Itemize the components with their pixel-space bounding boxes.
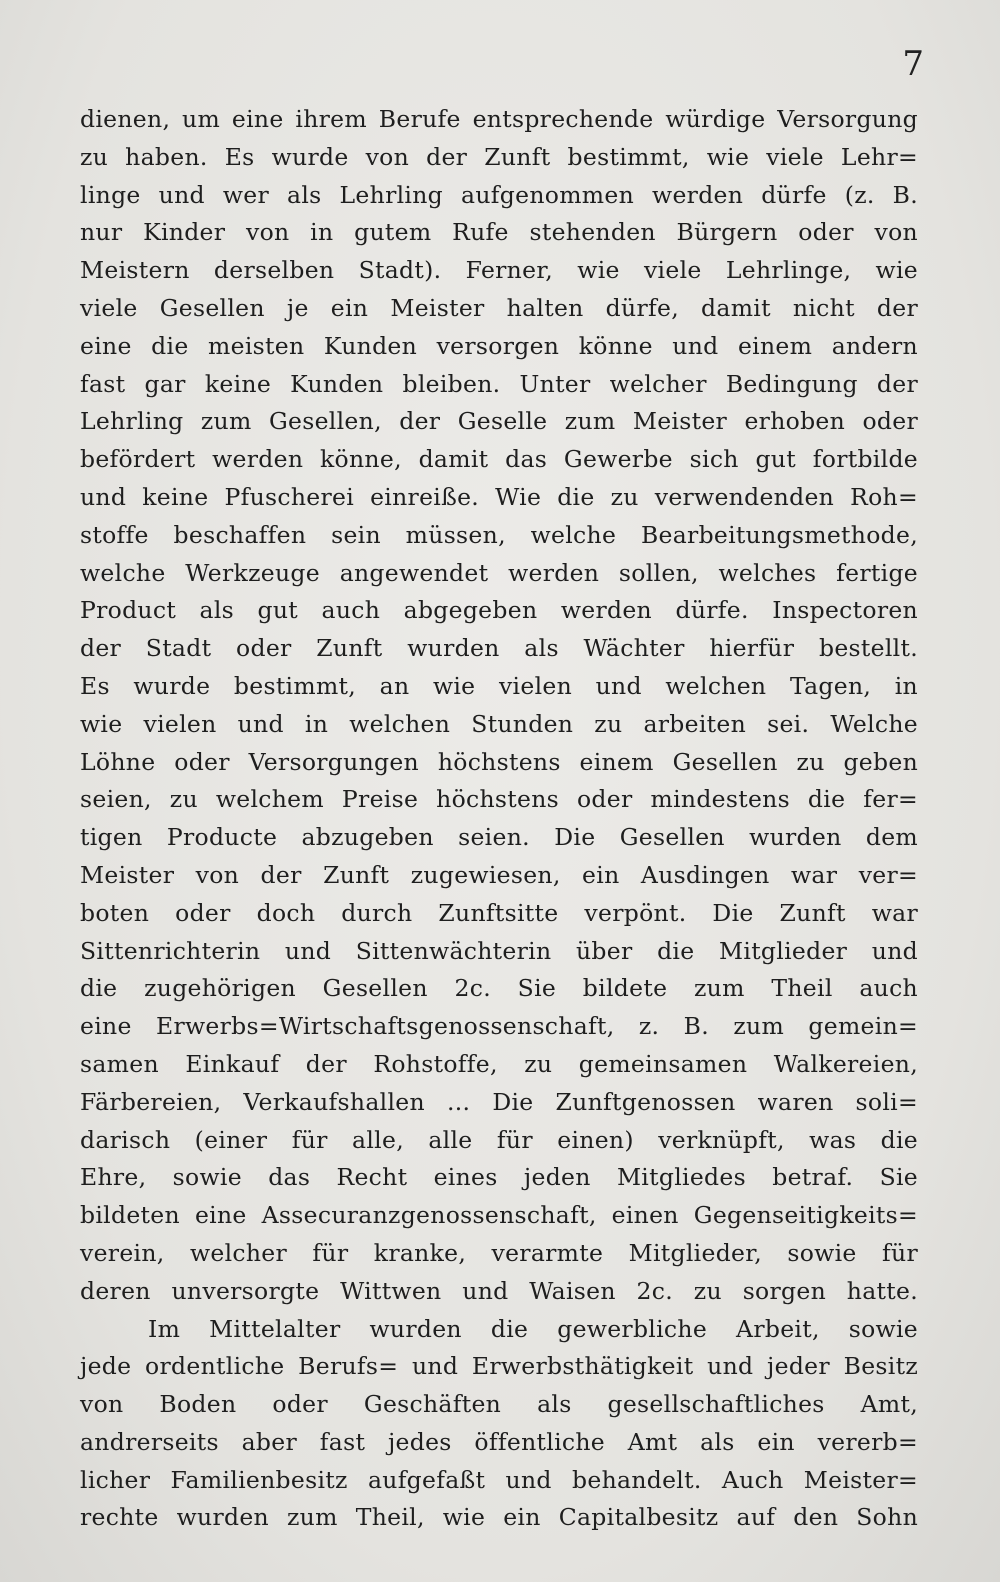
text-line: Färbereien, Verkaufshallen ... Die Zunftgenossen waren soli= <box>80 1087 918 1116</box>
text-line: viele Gesellen je ein Meister halten dürfe, damit nicht der <box>80 293 918 322</box>
text-line: stoffe beschaffen sein müssen, welche Bearbeitungsmethode, <box>80 520 918 549</box>
text-line: fast gar keine Kunden bleiben. Unter welcher Bedingung der <box>80 369 918 398</box>
text-line: befördert werden könne, damit das Gewerbe sich gut fortbilde <box>80 445 918 474</box>
text-line: eine Erwerbs=Wirtschaftsgenossenschaft, z. B. zum gemein= <box>80 1012 918 1041</box>
text-line: licher Familienbesitz aufgefaßt und behandelt. Auch Meister= <box>80 1465 918 1494</box>
text-line: der Stadt oder Zunft wurden als Wächter hierfür bestellt. <box>80 634 918 663</box>
text-line: darisch (einer für alle, alle für einen) verknüpft, was die <box>80 1125 918 1154</box>
text-line: Product als gut auch abgegeben werden dürfe. Inspectoren <box>80 596 918 625</box>
text-line: boten oder doch durch Zunftsitte verpönt. Die Zunft war <box>80 898 918 927</box>
text-line: Ehre, sowie das Recht eines jeden Mitgliedes betraf. Sie <box>80 1163 918 1192</box>
body-text <box>80 101 918 1537</box>
text-line: tigen Producte abzugeben seien. Die Gesellen wurden dem <box>80 823 918 852</box>
text-line: bildeten eine Assecuranzgenossenschaft, einen Gegenseitigkeits= <box>80 1201 918 1230</box>
text-line: dienen, um eine ihrem Berufe entsprechende würdige Versorgung <box>80 105 918 133</box>
page-number: 7 <box>902 44 924 84</box>
text-line: rechte wurden zum Theil, wie ein Capitalbesitz auf den Sohn <box>80 1503 918 1532</box>
text-line: eine die meisten Kunden versorgen könne und einem andern <box>80 331 918 360</box>
text-line: nur Kinder von in gutem Rufe stehenden Bürgern oder von <box>80 218 918 247</box>
text-line: verein, welcher für kranke, verarmte Mitglieder, sowie für <box>80 1238 918 1267</box>
text-line: jede ordentliche Berufs= und Erwerbsthätigkeit und jeder Besitz <box>80 1352 918 1381</box>
text-line: die zugehörigen Gesellen 2c. Sie bildete zum Theil auch <box>80 974 918 1003</box>
text-line: samen Einkauf der Rohstoffe, zu gemeinsamen Walkereien, <box>80 1049 918 1078</box>
text-line: wie vielen und in welchen Stunden zu arbeiten sei. Welche <box>80 709 918 738</box>
text-line: Löhne oder Versorgungen höchstens einem Gesellen zu geben <box>80 747 918 776</box>
text-line: Sittenrichterin und Sittenwächterin über die Mitglieder und <box>80 936 918 965</box>
text-line: Lehrling zum Gesellen, der Geselle zum Meister erhoben oder <box>80 407 918 436</box>
text-line: andrerseits aber fast jedes öffentliche Amt als ein vererb= <box>80 1427 918 1456</box>
text-line: von Boden oder Geschäften als gesellschaftliches Amt, <box>80 1390 918 1419</box>
text-line: seien, zu welchem Preise höchstens oder mindestens die fer= <box>80 785 918 814</box>
text-line: zu haben. Es wurde von der Zunft bestimmt, wie viele Lehr= <box>80 142 918 171</box>
text-line: welche Werkzeuge angewendet werden sollen, welches fertige <box>80 558 918 587</box>
text-line: linge und wer als Lehrling aufgenommen werden dürfe (z. B. <box>80 180 918 209</box>
text-line: Es wurde bestimmt, an wie vielen und welchen Tagen, in <box>80 671 918 700</box>
text-line: Meistern derselben Stadt). Ferner, wie viele Lehrlinge, wie <box>80 256 918 285</box>
text-line: deren unversorgte Wittwen und Waisen 2c. zu sorgen hatte. <box>80 1276 918 1305</box>
text-line: Meister von der Zunft zugewiesen, ein Ausdingen war ver= <box>80 860 918 889</box>
text-line-paragraph-start: Im Mittelalter wurden die gewerbliche Arbeit, sowie <box>148 1314 918 1343</box>
text-line: und keine Pfuscherei einreiße. Wie die zu verwendenden Roh= <box>80 482 918 511</box>
